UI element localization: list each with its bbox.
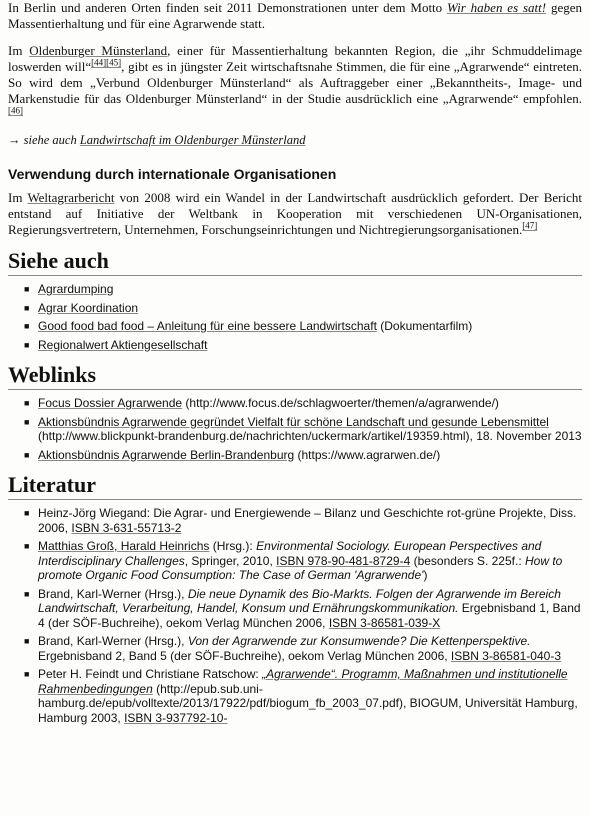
intro-text: In Berlin und anderen Orten finden seit 2011 Demonstrationen unter dem Motto — [8, 0, 448, 15]
citation-text: Ergebnisband 1, Band 4 (der SÖF-Buchreihe), oekom Verlag München 2006, — [38, 601, 581, 630]
bullet-icon: ■ — [24, 398, 30, 408]
section-heading-literatur: Literatur — [8, 472, 582, 500]
author-link[interactable]: Matthias Groß, Harald Heinrichs — [38, 539, 210, 553]
intro-text-end: gegen Massentierhaltung und für eine Agrarwende statt. — [8, 0, 582, 31]
citation-text: ) — [423, 568, 428, 582]
list-item — [24, 301, 582, 316]
list-item-link[interactable]: Good food bad food – Anleitung für eine bessere Landwirtschaft — [38, 319, 377, 333]
bullet-icon: ■ — [24, 669, 30, 679]
list-item-link[interactable]: Regionalwert Aktiengesellschaft — [38, 337, 208, 352]
external-link[interactable]: Aktionsbündnis Agrarwende gegründet Vielfalt für schöne Landschaft und gesunde Lebensmittel — [38, 414, 549, 429]
list-item — [24, 667, 582, 725]
list-item-link[interactable]: Agrardumping — [38, 282, 114, 296]
citation-text: , Springer, 2010, — [184, 553, 277, 568]
citation-text: (besonders S. 225f.: — [410, 553, 525, 568]
citation-title: How to promote Organic Food Consumption: The Case of German 'Agrarwende' — [38, 553, 563, 582]
citation-text: Heinz-Jörg Wiegand: Die Agrar- und Energiewende – Bilanz und Geschichte rot-grüne Projekte, Diss. 2006, — [38, 506, 577, 535]
see-also-link[interactable]: Landwirtschaft im Oldenburger Münsterland — [79, 133, 306, 147]
isbn-link[interactable]: ISBN 3-86581-040-3 — [450, 648, 561, 663]
citation-text: Brand, Karl-Werner (Hrsg.), — [38, 586, 188, 601]
intro-paragraph-2 — [8, 43, 582, 123]
weblinks-list — [8, 396, 582, 462]
bullet-icon: ■ — [24, 284, 30, 294]
list-item — [24, 282, 582, 297]
isbn-link[interactable]: ISBN 3-937792-10- — [124, 710, 228, 725]
citation-text: Peter H. Feindt und Christiane Ratschow: — [38, 667, 263, 681]
link-url: (http://www.blickpunkt-brandenburg.de/nachrichten/uckermark/artikel/19359.html), 18. November 2013 — [38, 429, 582, 443]
citation-text: (Hrsg.): — [209, 539, 257, 553]
citation-title: Die neue Dynamik des Bio-Markts. Folgen der Agrarwende im Bereich Landwirtschaft, Verarbeitung, Handel, Konsum und Ernährungskommunikation. — [38, 586, 561, 615]
bullet-icon: ■ — [24, 302, 30, 313]
text-segment: von 2008 wird ein Wandel in der Landwirtschaft ausdrücklich gefordert. Der Bericht entstand auf Initiative der Weltbank in Kooperation mit verschiedenen UN-Organisationen, Regierungsvertretern, Unternehmen, Forschungseinrichtungen und Nichtregierungsorganisationen. — [8, 190, 582, 237]
bullet-icon: ■ — [24, 588, 30, 599]
text-segment: , einer für Massentierhaltung bekannten Region, die „ihr Schmuddelimage loswerden will“ — [8, 43, 582, 74]
bullet-icon: ■ — [24, 321, 30, 331]
text-segment: Im — [8, 43, 30, 58]
list-item — [24, 319, 582, 334]
bullet-icon: ■ — [24, 339, 30, 350]
isbn-link[interactable]: ISBN 978-90-481-8729-4 — [276, 553, 411, 568]
isbn-link[interactable]: ISBN 3-631-55713-2 — [71, 520, 182, 535]
citation-title-link[interactable]: „Agrarwende“. Programm, Maßnahmen und institutionelle Rahmenbedingungen — [38, 667, 568, 696]
external-link[interactable]: Focus Dossier Agrarwende — [38, 396, 183, 410]
bullet-icon: ■ — [24, 449, 30, 460]
orgs-paragraph — [8, 190, 582, 238]
see-also-prefix: → siehe auch — [8, 133, 80, 147]
citation-title: Environmental Sociology. European Perspectives and Interdisciplinary Challenges — [38, 539, 542, 568]
citation-title: Von der Agrarwende zur Konsumwende? Die Kettenperspektive. — [187, 634, 531, 648]
list-item — [24, 587, 582, 631]
list-item — [24, 634, 582, 663]
list-item — [24, 338, 582, 353]
reference-46[interactable]: [46] — [8, 105, 23, 116]
external-link[interactable]: Aktionsbündnis Agrarwende Berlin-Brandenburg — [38, 447, 295, 462]
list-item — [24, 396, 582, 411]
list-item — [24, 415, 582, 444]
link-url: (http://www.focus.de/schlagwoerter/themen/a/agrarwende/) — [182, 396, 499, 410]
literatur-list — [8, 506, 582, 725]
list-item — [24, 539, 582, 583]
citation-text: Brand, Karl-Werner (Hrsg.), — [38, 634, 188, 648]
list-item — [24, 448, 582, 463]
motto-link[interactable]: Wir haben es satt! — [447, 0, 547, 15]
list-item-suffix: (Dokumentarfilm) — [376, 319, 473, 333]
bullet-icon: ■ — [24, 636, 30, 646]
section-heading-orgs: Verwendung durch internationale Organisationen — [8, 166, 337, 182]
reference-44-45[interactable]: [44][45] — [91, 57, 122, 68]
list-item-link[interactable]: Agrar Koordination — [38, 300, 139, 315]
section-heading-siehe-auch: Siehe auch — [8, 248, 582, 276]
bullet-icon: ■ — [24, 508, 30, 518]
section-heading-weblinks: Weblinks — [8, 362, 582, 390]
text-segment: , gibt es in jüngster Zeit wirtschaftsnahe Stimmen, die für eine „Agrarwende“ eintreten. So wird dem „Verbund Oldenburger Münsterland“ als Auftraggeber einer „Bekanntheits-, Image- und Markenstudie für das Oldenburger Münsterland“ in der Studie ausdrücklich eine „Agrarwende“ empfohlen. — [8, 59, 583, 106]
list-item — [24, 506, 582, 535]
intro-paragraph-1 — [8, 0, 582, 32]
see-also-hatnote — [8, 132, 582, 148]
citation-text: Ergebnisband 2, Band 5 (der SÖF-Buchreihe), oekom Verlag München 2006, — [38, 648, 451, 663]
citation-text: (http://epub.sub.uni-hamburg.de/epub/volltexte/2013/17922/pdf/biogum_fb_2003_07.pdf), BIOGUM, Universität Hamburg, Hamburg 2003, — [38, 681, 578, 725]
link-url: (https://www.agrarwen.de/) — [294, 447, 441, 462]
oldenburger-muensterland-link[interactable]: Oldenburger Münsterland — [29, 43, 168, 58]
text-segment: Im — [8, 190, 28, 205]
bullet-icon: ■ — [24, 541, 30, 551]
siehe-auch-list — [8, 282, 582, 352]
isbn-link[interactable]: ISBN 3-86581-039-X — [328, 615, 441, 630]
reference-47[interactable]: [47] — [522, 220, 538, 231]
bullet-icon: ■ — [24, 416, 30, 427]
weltagrarbericht-link[interactable]: Weltagrarbericht — [27, 190, 115, 205]
